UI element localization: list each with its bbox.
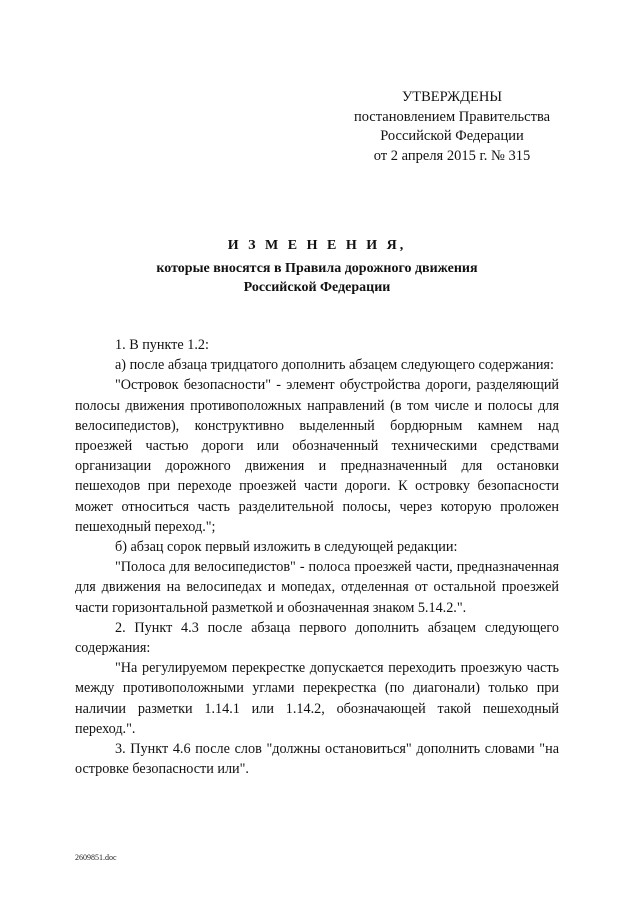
document-subtitle-line-1: которые вносятся в Правила дорожного движения [156, 261, 478, 276]
paragraph-item-2: 2. Пункт 4.3 после абзаца первого дополнить абзацем следующего содержания: [75, 619, 559, 657]
document-heading [75, 236, 559, 297]
paragraph-item-1: 1. В пункте 1.2: [115, 337, 209, 353]
document-subtitle-line-2: Российской Федерации [243, 280, 391, 295]
approval-line-1: постановлением Правительства [353, 108, 551, 125]
paragraph-definition-island: "Островок безопасности" - элемент обустройства дороги, разделяющий полосы движения противоположных направлений (в том числе и полосы для велосипедистов), конструктивно выделенный бордюрным камнем над проезжей частью дороги или обозначенный техническими средствами организации дорожного движения и предназначенный для остановки пешеходов при переходе проезжей части дороги. К островку безопасности может относиться часть разделительной полосы, через которую проложен пешеходный переход."; [75, 377, 559, 535]
document-title: И З М Е Н Е Н И Я, [227, 238, 407, 253]
approval-block [322, 88, 582, 166]
paragraph-definition-bike-lane: "Полоса для велосипедистов" - полоса проезжей части, предназначенная для движения на велосипедах и мопедах, отделенная от остальной проезжей части горизонтальной разметкой и обозначенная знаком 5.14.2.". [75, 559, 559, 616]
paragraph-item-1b: б) абзац сорок первый изложить в следующей редакции: [115, 539, 458, 556]
approval-title: УТВЕРЖДЕНЫ [401, 89, 503, 105]
paragraph-item-3: 3. Пункт 4.6 после слов "должны остановиться" дополнить словами "на островке безопасности или". [75, 741, 559, 778]
approval-line-3: от 2 апреля 2015 г. № 315 [373, 147, 531, 164]
paragraph-item-1a: а) после абзаца тридцатого дополнить абзацем следующего содержания: [115, 357, 554, 374]
document-body [75, 335, 559, 779]
approval-line-2: Российской Федерации [380, 128, 524, 144]
file-name-footer: 2609851.doc [75, 853, 117, 862]
paragraph-definition-diagonal: "На регулируемом перекрестке допускается переходить проезжую часть между противоположными углами перекрестка (по диагонали) только при наличии разметки 1.14.1 или 1.14.2, обозначающей такой пешеходный переход.". [75, 660, 559, 737]
